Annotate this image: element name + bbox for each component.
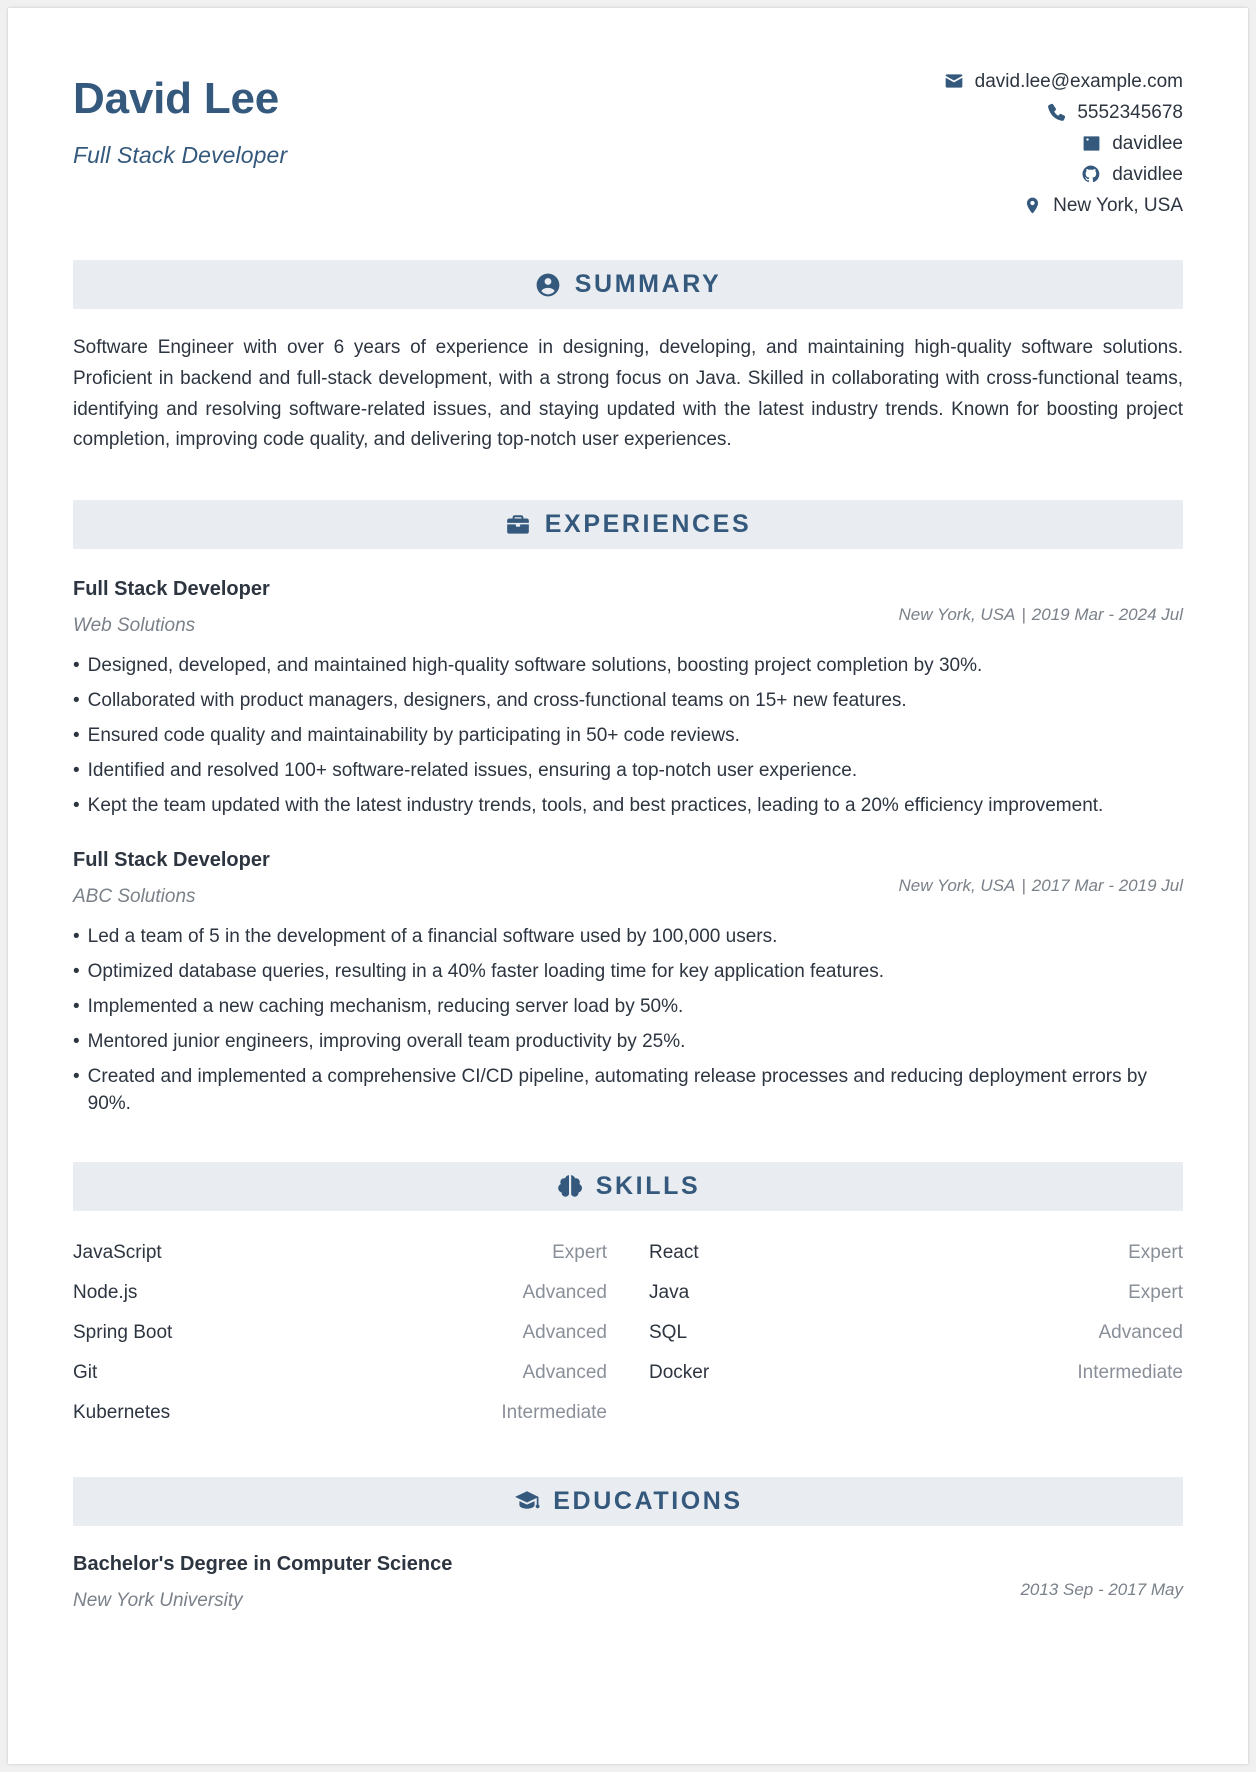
experience-item [73, 577, 1183, 820]
education-dates: 2013 Sep - 2017 May [1020, 1579, 1183, 1599]
skill-item [73, 1313, 607, 1353]
experience-role: Full Stack Developer [73, 578, 270, 601]
contact-linkedin[interactable] [1080, 132, 1183, 154]
bullet-item [73, 793, 1183, 820]
bullet-text: Identified and resolved 100+ software-related issues, ensuring a top-notch user experience. [87, 759, 858, 781]
bullet-item [73, 959, 1183, 986]
bullet-dot: • [73, 794, 80, 816]
bullet-dot: • [73, 690, 80, 712]
contact-email[interactable] [943, 70, 1183, 92]
skills-grid [73, 1233, 1183, 1433]
education-school: New York University [73, 1589, 243, 1611]
linkedin-icon [1080, 132, 1102, 154]
skill-level: Advanced [522, 1361, 607, 1383]
contact-email-value: david.lee@example.com [974, 70, 1183, 92]
bullet-text: Designed, developed, and maintained high-quality software solutions, boosting project completion by 30%. [87, 655, 983, 677]
bullet-dot: • [73, 960, 80, 982]
phone-icon [1045, 101, 1067, 123]
skill-item [73, 1393, 607, 1433]
skill-name: Spring Boot [73, 1321, 173, 1343]
skill-item [649, 1233, 1183, 1273]
bullet-text: Optimized database queries, resulting in a 40% faster loading time for key application features. [87, 960, 884, 982]
skill-item [649, 1313, 1183, 1353]
bullet-item [73, 688, 1183, 715]
skill-name: Git [73, 1361, 98, 1383]
experience-meta [899, 577, 1183, 625]
skill-item [73, 1353, 607, 1393]
section-title-skills: SKILLS [595, 1171, 701, 1200]
education-degree: Bachelor's Degree in Computer Science [73, 1552, 453, 1575]
contact-github-value: davidlee [1112, 163, 1183, 185]
bullet-dot: • [73, 925, 80, 947]
brain-icon [556, 1173, 583, 1200]
experience-company: ABC Solutions [73, 885, 196, 907]
bullet-item [73, 1064, 1183, 1118]
skill-level: Advanced [522, 1281, 607, 1303]
section-header-summary [73, 260, 1183, 309]
graduation-cap-icon [513, 1488, 540, 1515]
experience-meta-separator: | [1021, 875, 1026, 895]
skill-name: SQL [649, 1321, 688, 1343]
bullet-text: Ensured code quality and maintainability by participating in 50+ code reviews. [87, 725, 740, 746]
bullet-dot: • [73, 655, 80, 677]
skill-level: Intermediate [501, 1401, 607, 1423]
skill-level: Advanced [522, 1321, 607, 1343]
experience-company: Web Solutions [73, 615, 196, 637]
contact-github[interactable] [1080, 163, 1183, 185]
bullet-text: Mentored junior engineers, improving overall team productivity by 25%. [87, 1030, 686, 1052]
contact-list [943, 64, 1183, 216]
candidate-name: David Lee [73, 74, 280, 123]
experience-dates: 2017 Mar - 2019 Jul [1031, 875, 1183, 895]
experience-meta [899, 848, 1183, 896]
skill-level: Intermediate [1077, 1361, 1183, 1383]
bullet-text: Kept the team updated with the latest industry trends, tools, and best practices, leading to a 20% efficiency improvement. [87, 794, 1104, 816]
experience-location: New York, USA [898, 875, 1016, 895]
bullet-dot: • [73, 725, 80, 746]
bullet-dot: • [73, 995, 80, 1017]
contact-location-value: New York, USA [1053, 194, 1183, 216]
bullet-text: Created and implemented a comprehensive CI/CD pipeline, automating release processes and reducing deployment errors by 90%. [87, 1065, 1147, 1114]
summary-text: Software Engineer with over 6 years of experience in designing, developing, and maintaining high-quality software solutions. Proficient in backend and full-stack development, with a strong focus on Java. Skilled in collaborating with cross-functional teams, identifying and resolving software-related issues, and staying updated with the latest industry trends. Known for boosting project completion, improving code quality, and delivering top-notch user experiences. [73, 337, 1183, 451]
experience-bullets [73, 653, 1183, 820]
section-title-summary: SUMMARY [574, 270, 722, 298]
skill-item [649, 1353, 1183, 1393]
education-item [73, 1552, 1183, 1612]
location-pin-icon [1021, 194, 1043, 216]
resume-page [8, 8, 1248, 1764]
bullet-item [73, 924, 1183, 951]
experience-meta-separator: | [1021, 605, 1026, 625]
bullet-item [73, 653, 1183, 680]
bullet-text: Led a team of 5 in the development of a financial software used by 100,000 users. [87, 925, 778, 947]
skill-name: React [649, 1241, 699, 1263]
skill-level: Advanced [1098, 1321, 1183, 1343]
github-icon [1080, 163, 1102, 185]
contact-location [1021, 194, 1183, 216]
bullet-dot: • [73, 1065, 80, 1087]
section-header-experiences [73, 500, 1183, 549]
section-title-educations: EDUCATIONS [553, 1486, 743, 1515]
skill-item [73, 1273, 607, 1313]
skill-level: Expert [552, 1241, 607, 1263]
bullet-item [73, 994, 1183, 1021]
bullet-item [73, 758, 1183, 785]
briefcase-icon [505, 511, 532, 538]
section-header-educations [73, 1477, 1183, 1526]
skill-level: Expert [1128, 1241, 1183, 1263]
bullet-dot: • [73, 759, 80, 781]
bullet-dot: • [73, 1030, 80, 1052]
skill-name: Node.js [73, 1281, 138, 1303]
identity-block [73, 64, 287, 169]
resume-header [73, 64, 1183, 216]
skill-name: JavaScript [73, 1241, 162, 1263]
experience-item [73, 848, 1183, 1118]
contact-linkedin-value: davidlee [1112, 132, 1183, 154]
contact-phone-value: 5552345678 [1077, 101, 1183, 123]
section-title-experiences: EXPERIENCES [544, 510, 752, 539]
bullet-item [73, 723, 1183, 750]
skill-item [649, 1273, 1183, 1313]
skill-name: Docker [649, 1361, 710, 1383]
bullet-text: Implemented a new caching mechanism, reducing server load by 50%. [87, 995, 684, 1017]
email-icon [943, 70, 965, 92]
experience-location: New York, USA [898, 605, 1016, 625]
bullet-item [73, 1029, 1183, 1056]
section-header-skills [73, 1162, 1183, 1211]
skill-item [73, 1233, 607, 1273]
candidate-job-title: Full Stack Developer [73, 142, 288, 169]
experience-role: Full Stack Developer [73, 848, 270, 871]
skill-name: Java [649, 1281, 690, 1303]
experience-dates: 2019 Mar - 2024 Jul [1031, 605, 1183, 625]
contact-phone[interactable] [1045, 101, 1183, 123]
person-circle-icon [535, 271, 562, 298]
skill-level: Expert [1128, 1281, 1183, 1303]
bullet-text: Collaborated with product managers, designers, and cross-functional teams on 15+ new features. [87, 690, 907, 712]
skill-name: Kubernetes [73, 1401, 171, 1423]
experience-bullets [73, 924, 1183, 1118]
